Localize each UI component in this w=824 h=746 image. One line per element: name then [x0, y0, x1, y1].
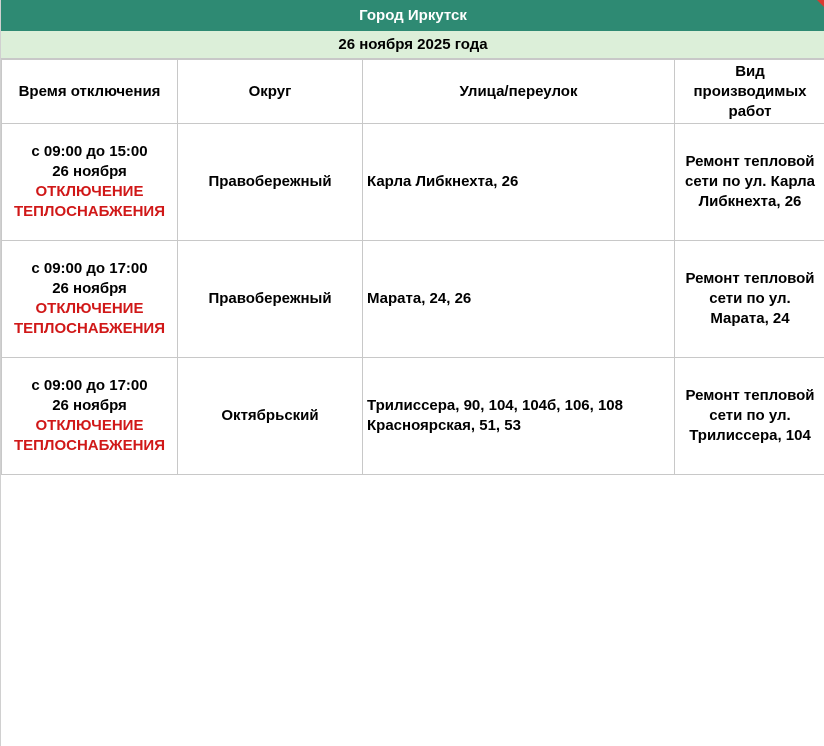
works-cell [675, 358, 824, 475]
street-line1: Карла Либкнехта, 26 [367, 173, 519, 190]
table-row [2, 241, 824, 358]
outage-day: 26 ноября [52, 280, 127, 297]
time-cell [2, 358, 178, 475]
works-line1: Ремонт тепловой [685, 387, 815, 404]
outage-table [1, 59, 824, 475]
district-cell: Правобережный [178, 124, 363, 241]
table-row [2, 358, 824, 475]
street-cell [363, 241, 675, 358]
works-line2: сети по ул. Карла [685, 173, 815, 190]
street-cell [363, 124, 675, 241]
table-header-row [2, 60, 824, 124]
works-cell [675, 241, 824, 358]
time-range: с 09:00 до 15:00 [31, 143, 148, 160]
column-header-district: Округ [178, 60, 363, 124]
district-cell: Правобережный [178, 241, 363, 358]
works-cell [675, 124, 824, 241]
outage-type-line1: ОТКЛЮЧЕНИЕ [35, 417, 144, 434]
street-line2: Красноярская, 51, 53 [367, 417, 521, 434]
column-header-works: Вид производимых работ [675, 60, 824, 124]
city-title: Город Иркутск [1, 0, 824, 31]
works-line2: сети по ул. [709, 290, 791, 307]
works-line1: Ремонт тепловой [685, 270, 815, 287]
outage-type-line1: ОТКЛЮЧЕНИЕ [35, 300, 144, 317]
street-line1: Марата, 24, 26 [367, 290, 472, 307]
time-cell [2, 241, 178, 358]
outage-type-line2: ТЕПЛОСНАБЖЕНИЯ [13, 320, 165, 337]
time-range: с 09:00 до 17:00 [31, 377, 148, 394]
district-cell: Октябрьский [178, 358, 363, 475]
outage-day: 26 ноября [52, 397, 127, 414]
time-cell [2, 124, 178, 241]
table-row [2, 124, 824, 241]
column-header-street: Улица/переулок [363, 60, 675, 124]
street-cell [363, 358, 675, 475]
outage-day: 26 ноября [52, 163, 127, 180]
works-line3: Марата, 24 [710, 310, 790, 327]
works-line1: Ремонт тепловой [685, 153, 815, 170]
outage-type-line2: ТЕПЛОСНАБЖЕНИЯ [13, 437, 165, 454]
date-title: 26 ноября 2025 года [1, 31, 824, 59]
works-line3: Либкнехта, 26 [698, 193, 802, 210]
column-header-time: Время отключения [2, 60, 178, 124]
outage-type-line2: ТЕПЛОСНАБЖЕНИЯ [13, 203, 165, 220]
corner-mark-icon [817, 0, 824, 7]
street-line1: Трилиссера, 90, 104, 104б, 106, 108 [367, 397, 623, 414]
works-line3: Трилиссера, 104 [689, 427, 811, 444]
works-line2: сети по ул. [709, 407, 791, 424]
outage-type-line1: ОТКЛЮЧЕНИЕ [35, 183, 144, 200]
time-range: с 09:00 до 17:00 [31, 260, 148, 277]
